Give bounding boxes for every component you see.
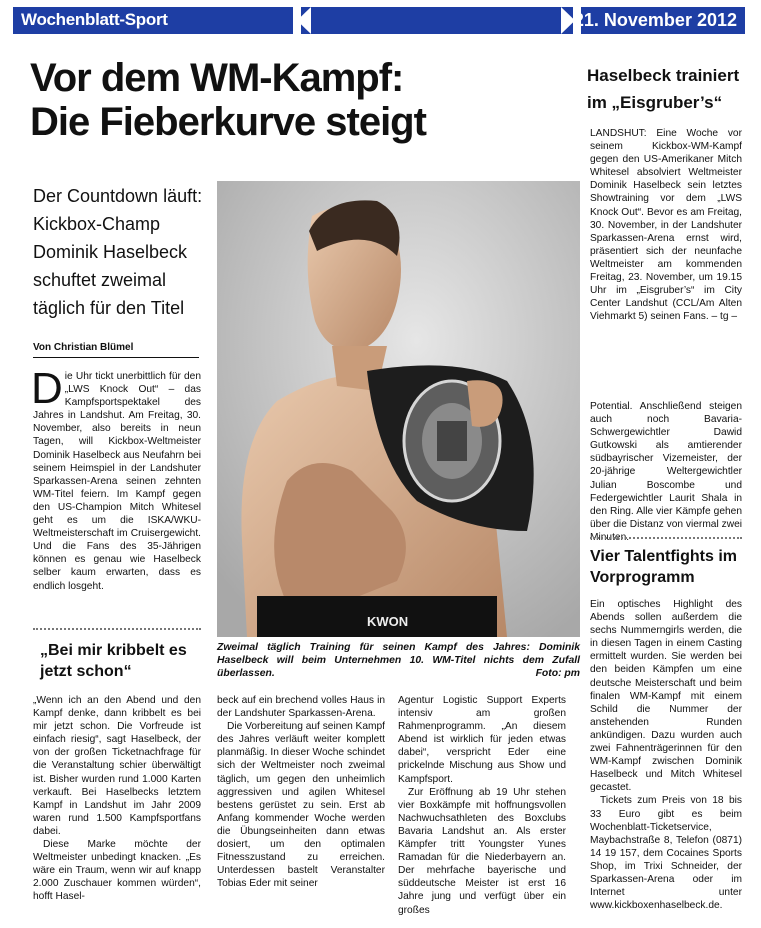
sidebar-text: LANDSHUT: Eine Woche vor seinem Kickbox-WM-Kampf gegen den US-Amerikaner Mitch Whitesel absolviert Weltmeister Dominik Haselbeck sein letztes Showtraining vor dem „LWS Knock Out“. Bevor es am Freitag, 30. November, in der Landshuter Sparkassen-Arena ernst wird, präsentiert sich der neunfache Weltmeister am kommenden Freitag, 23. November, um 19.15 Uhr im „Eisgruber’s“ im City Center Landshut (CCL/Am Alten Viehmarkt 5) seinen Fans. – tg –	[590, 128, 742, 323]
byline: Von Christian Blümel	[33, 342, 199, 358]
photo-credit: Foto: pm	[535, 668, 580, 679]
divider	[590, 537, 742, 539]
section-header-bar	[13, 7, 745, 34]
article-column-2: beck auf ein brechend volles Haus in der Landshuter Sparkassen-Arena. Die Vorbereitung auf seinen Kampf des Jahres verläuft weiter komplett planmäßig. In dieser Woche schindet sich der Weltmeister noch zweimal täglich, um gegen den unheimlich aggressiven und agilen Whitesel bestens gerüstet zu sein. Erst ab Anfang kommender Woche werden die Übungseinheiten dann etwas dosiert, um den optimalen Fitnesszustand zu erreichen. Unterdessen bastelt Veranstalter Tobias Eder mit seiner	[217, 695, 386, 890]
subheading-talentfights: Vier Talentfights im Vorprogramm	[590, 548, 737, 586]
boxer-illustration	[217, 181, 580, 637]
issue-date: 21. November 2012	[573, 10, 737, 30]
article-headline: Vor dem WM-Kampf: Die Fieberkurve steigt	[30, 56, 426, 144]
article-column-1-continued: „Wenn ich an den Abend und den Kampf denke, dann kribbelt es bei mir jetzt schon. Die Vorfreude ist einfach riesig“, sagt Haselbeck, der von der großen Ticketnachfrage für die Veranstaltung schier überwältigt ist. Bisher wurden rund 1.000 Karten verkauft. Bei Haselbecks letztem Kampf in Landshut im Jahr 2009 waren rund 1.500 Kampfsportfans dabei. Diese Marke möchte der Weltmeister unbedingt knacken. „Es wäre ein Traum, wenn wir auf knapp 2.000 Zuschauer kommen würden“, hofft Hasel-	[33, 695, 201, 903]
boxer-photo	[217, 181, 580, 637]
article-column-4: Potential. Anschließend steigen auch noch Bavaria-Schwergewichtler Dawid Gutkowski als amtierender südbayrischer Vizemeister, der 20-jährige Weltergewichtler Julian Boscombe und Federgewichtler Laurit Shala in den Ring. Alle vier Kämpfe gehen über die Distanz von viermal zwei Minuten.	[590, 401, 742, 543]
section-name: Wochenblatt-Sport	[21, 10, 168, 29]
divider	[33, 628, 201, 630]
subheading-quote: „Bei mir kribbelt es jetzt schon“	[40, 642, 187, 680]
shorts-logo: KWON	[367, 614, 409, 629]
article-column-1: Die Uhr tickt unerbittlich für den „LWS Knock Out“ – das Kampfsportspektakel des Jahres in Landshut. Am Freitag, 30. November, also bereits in neun Tagen, will Kickbox-Weltmeister Dominik Haselbeck aus Neufahrn bei seinem Heimspiel in der Landshuter Sparkassen-Arena seinen zehnten WM-Titel feiern. Im Kampf gegen den US-Champion Mitch Whitesel geht es um die ISKA/WKU-Weltmeisterschaft im Cruisergewicht. Und die Fans des 35-Jährigen können es genau wie Haselbeck selber kaum erwarten, dass es endlich losgeht.	[31, 364, 201, 592]
sidebar-headline: Haselbeck trainiert im „Eisgruber’s“	[587, 66, 740, 112]
article-kicker: Der Countdown läuft: Kickbox-Champ Dominik Haselbeck schuftet zweimal täglich für den Titel	[33, 186, 203, 318]
drop-cap: D	[31, 364, 63, 413]
photo-caption: Zweimal täglich Training für seinen Kampf des Jahres: Dominik Haselbeck will beim Unternehmen 10. WM-Titel nichts dem Zufall überlassen. Foto: pm	[217, 642, 580, 679]
article-column-3: Agentur Logistic Support Experts intensiv am großen Rahmenprogramm. „An diesem Abend ist wirklich für jeden etwas dabei“, verspricht Eder eine prickelnde Mischung aus Show und Kampfsport. Zur Eröffnung ab 19 Uhr stehen vier Boxkämpfe mit hoffnungsvollen Nachwuchsathleten des Boxclubs Bavaria Landshut an. Als erster Kämpfer tritt Youngster Yunes Ramadan für die Niederbayern an. Der mehrfache bayerische und süddeutsche Meister ist erst 16 Jahre jung und verfügt über ein großes	[398, 695, 566, 916]
article-column-4-continued: Ein optisches Highlight des Abends sollen außerdem die sechs Nummerngirls werden, die in diesen Tagen in einem Casting ermittelt wurden. Sie werden bei den beiden Kämpfen um eine deutsche Meisterschaft und beim finalen WM-Kampf mit einem Schild die Nummer der anstehenden Runden ankündigen. Dazu wurden auch zwei Fahnenträgerinnen für den WM-Kampf zwischen Dominik Haselbeck und Mitch Whitesel gecastet. Tickets zum Preis von 18 bis 33 Euro gibt es beim Wochenblatt-Ticketservice, Maybachstraße 8, Telefon (0871) 14 19 157, dem Cocaines Sports Shop, im Trixi Schneider, der Sparkassen-Arena oder im Internet unter www.kickboxenhaselbeck.de.	[590, 599, 742, 912]
